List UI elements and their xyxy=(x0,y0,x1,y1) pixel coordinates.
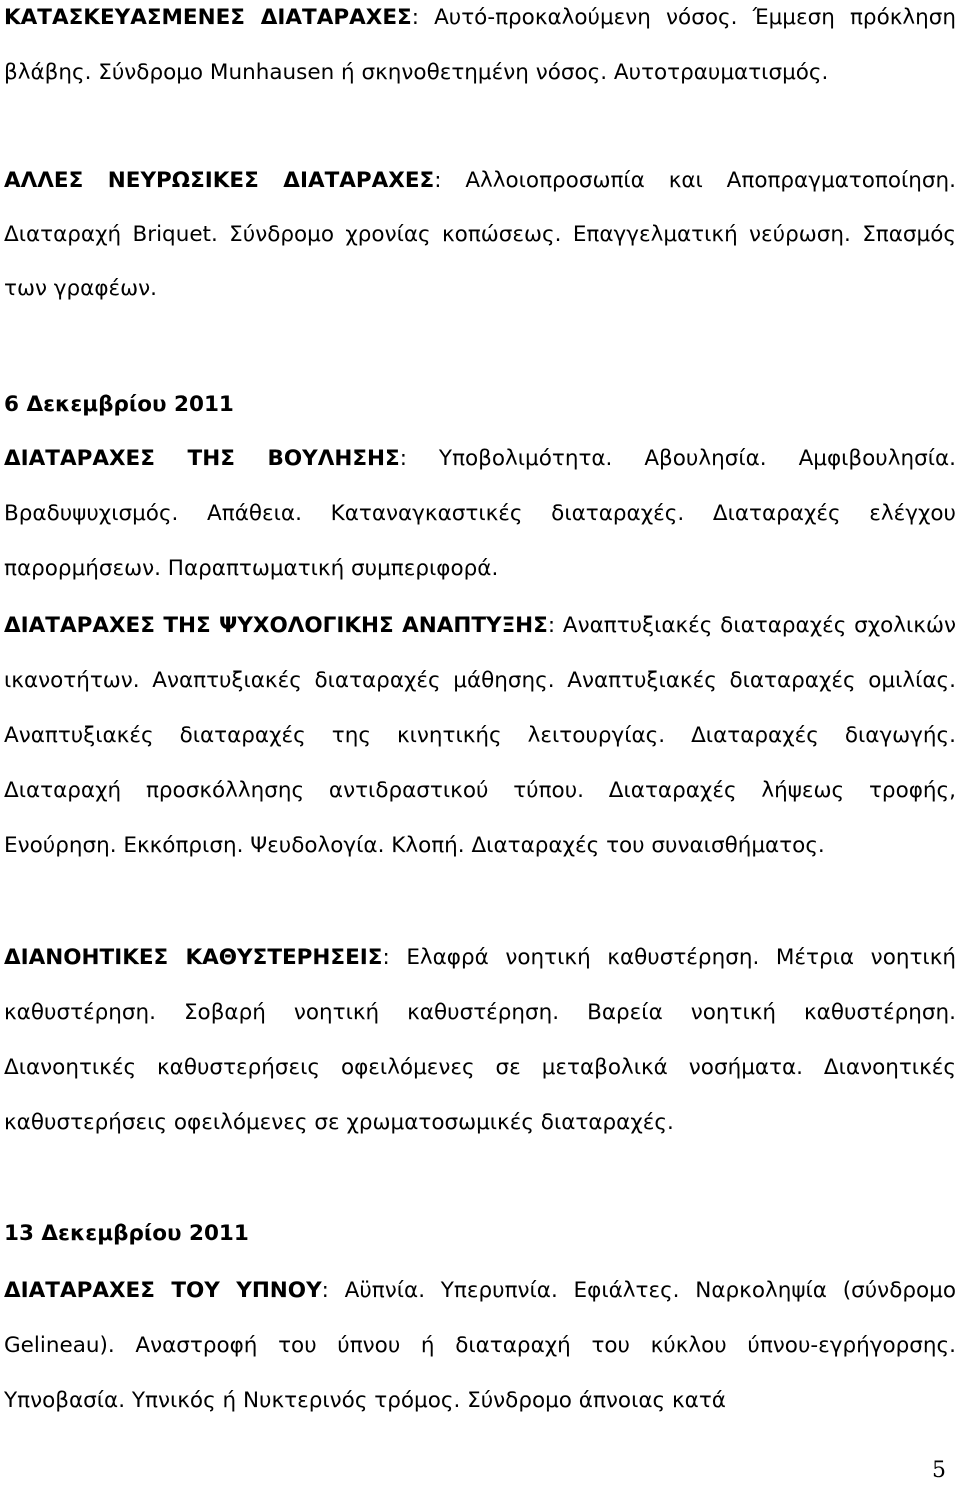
page-number: 5 xyxy=(932,1458,946,1483)
section-text: : Ελαφρά νοητική καθυστέρηση. Μέτρια νοητική καθυστέρηση. Σοβαρή νοητική καθυστέρηση. Βαρεία νοητική καθυστέρηση. Διανοητικές καθυστερήσεις οφειλόμενες σε μεταβολικά νοσήματα. Διανοητικές καθυστερήσεις οφειλόμενες σε χρωματοσωμικές διαταραχές. xyxy=(4,945,956,1135)
section-heading: ΚΑΤΑΣΚΕΥΑΣΜΕΝΕΣ ΔΙΑΤΑΡΑΧΕΣ xyxy=(4,5,412,30)
section-text: : Αϋπνία. Υπερυπνία. Εφιάλτες. Ναρκοληψία (σύνδρομο Gelineau). Αναστροφή του ύπνου ή διαταραχή του κύκλου ύπνου-εγρήγορσης. Υπνοβασία. Υπνικός ή Νυκτερινός τρόμος. Σύνδρομο άπνοιας κατά xyxy=(4,1278,956,1413)
section-heading: ΔΙΑΤΑΡΑΧΕΣ ΤΗΣ ΒΟΥΛΗΣΗΣ xyxy=(4,446,400,471)
section-heading: ΔΙΑΝΟΗΤΙΚΕΣ ΚΑΘΥΣΤΕΡΗΣΕΙΣ xyxy=(4,945,383,970)
paragraph-sleep-disorders xyxy=(4,1263,956,1428)
paragraph-other-neurotic-disorders xyxy=(4,154,956,316)
section-text: : Αλλοιοπροσωπία και Αποπραγματοποίηση. Διαταραχή Briquet. Σύνδρομο χρονίας κοπώσεως. Επαγγελματική νεύρωση. Σπασμός των γραφέων. xyxy=(4,168,956,301)
paragraph-psychological-development xyxy=(4,598,956,873)
section-heading: ΑΛΛΕΣ ΝΕΥΡΩΣΙΚΕΣ ΔΙΑΤΑΡΑΧΕΣ xyxy=(4,168,435,193)
paragraph-will-disorders xyxy=(4,431,956,596)
date-heading: 13 Δεκεμβρίου 2011 xyxy=(4,1221,249,1246)
section-text: : Υποβολιμότητα. Αβουλησία. Αμφιβουλησία. Βραδυψυχισμός. Απάθεια. Καταναγκαστικές διαταραχές. Διαταραχές ελέγχου παρορμήσεων. Παραπτωματική συμπεριφορά. xyxy=(4,446,957,581)
paragraph-fabricated-disorders xyxy=(4,0,956,100)
section-heading: ΔΙΑΤΑΡΑΧΕΣ ΤΟΥ ΥΠΝΟΥ xyxy=(4,1278,322,1303)
paragraph-intellectual-disability xyxy=(4,930,956,1150)
date-heading: 6 Δεκεμβρίου 2011 xyxy=(4,392,234,417)
section-text: : Αυτό-προκαλούμενη νόσος. Έμμεση πρόκληση βλάβης. Σύνδρομο Munhausen ή σκηνοθετημένη νόσος. Αυτοτραυματισμός. xyxy=(4,5,956,85)
section-text: : Αναπτυξιακές διαταραχές σχολικών ικανοτήτων. Αναπτυξιακές διαταραχές μάθησης. Αναπτυξιακές διαταραχές ομιλίας. Αναπτυξιακές διαταραχές της κινητικής λειτουργίας. Διαταραχές διαγωγής. Διαταραχή προσκόλλησης αντιδραστικού τύπου. Διαταραχές λήψεως τροφής, Ενούρηση. Εκκόπριση. Ψευδολογία. Κλοπή. Διαταραχές του συναισθήματος. xyxy=(4,613,956,858)
section-heading: ΔΙΑΤΑΡΑΧΕΣ ΤΗΣ ΨΥΧΟΛΟΓΙΚΗΣ ΑΝΑΠΤΥΞΗΣ xyxy=(4,613,548,638)
